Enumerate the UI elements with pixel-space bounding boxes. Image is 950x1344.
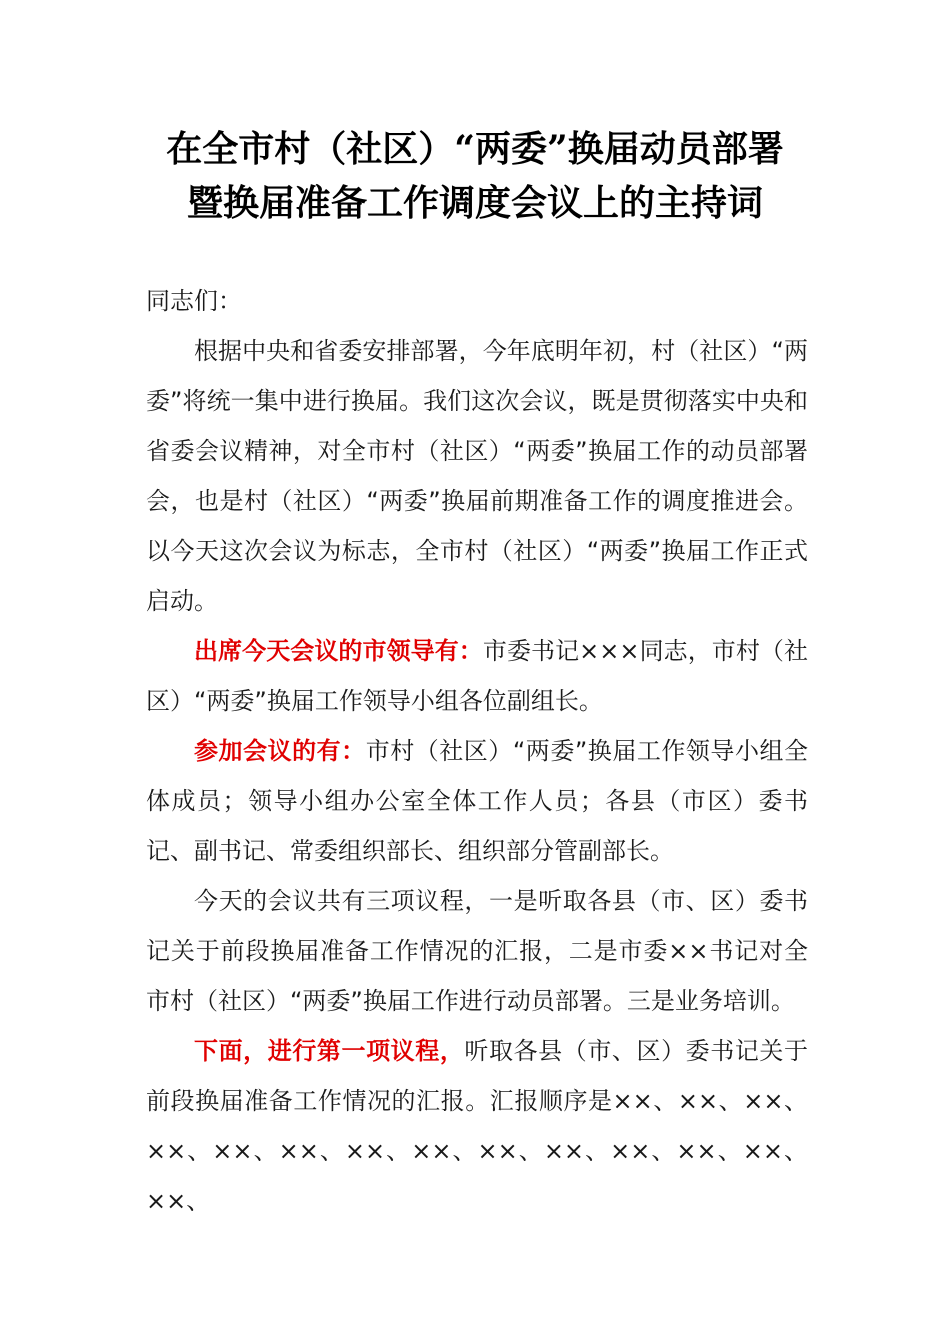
paragraph-3-text: 市村（社区）“两委”换届工作领导小组全体成员；领导小组办公室全体工作人员；各县（市区）委书记、副书记、常委组织部长、组织部分管副部长。 <box>146 737 809 865</box>
paragraph-2 <box>146 626 808 726</box>
paragraph-5-text: 听取各县（市、区）委书记关于前段换届准备工作情况的汇报。汇报顺序是××、××、××、××、××、××、××、××、××、××、××、××、××、××、 <box>146 1037 809 1215</box>
paragraph-4-text: 今天的会议共有三项议程，一是听取各县（市、区）委书记关于前段换届准备工作情况的汇报，二是市委××书记对全市村（社区）“两委”换届工作进行动员部署。三是业务培训。 <box>146 887 808 1015</box>
paragraph-1-text: 根据中央和省委安排部署，今年底明年初，村（社区）“两委”将统一集中进行换届。我们这次会议，既是贯彻落实中央和省委会议精神，对全市村（社区）“两委”换届工作的动员部署会，也是村（社区）“两委”换届前期准备工作的调度推进会。以今天这次会议为标志，全市村（社区）“两委”换届工作正式启动。 <box>146 337 808 615</box>
document-title-line-2: 暨换届准备工作调度会议上的主持词 <box>186 182 763 224</box>
paragraph-3 <box>146 726 808 876</box>
paragraph-5-highlight: 下面，进行第一项议程， <box>194 1037 465 1065</box>
paragraph-2-highlight: 出席今天会议的市领导有： <box>194 637 483 665</box>
document-body <box>146 276 808 1226</box>
paragraph-1 <box>146 326 808 626</box>
paragraph-3-highlight: 参加会议的有： <box>194 737 366 765</box>
document-title-line-1: 在全市村（社区）“两委”换届动员部署 <box>166 128 784 170</box>
salutation: 同志们： <box>146 287 242 315</box>
paragraph-2-text: 市委书记×××同志，市村（社区）“两委”换届工作领导小组各位副组长。 <box>146 637 809 715</box>
paragraph-4 <box>146 876 808 1026</box>
paragraph-5 <box>146 1026 808 1226</box>
